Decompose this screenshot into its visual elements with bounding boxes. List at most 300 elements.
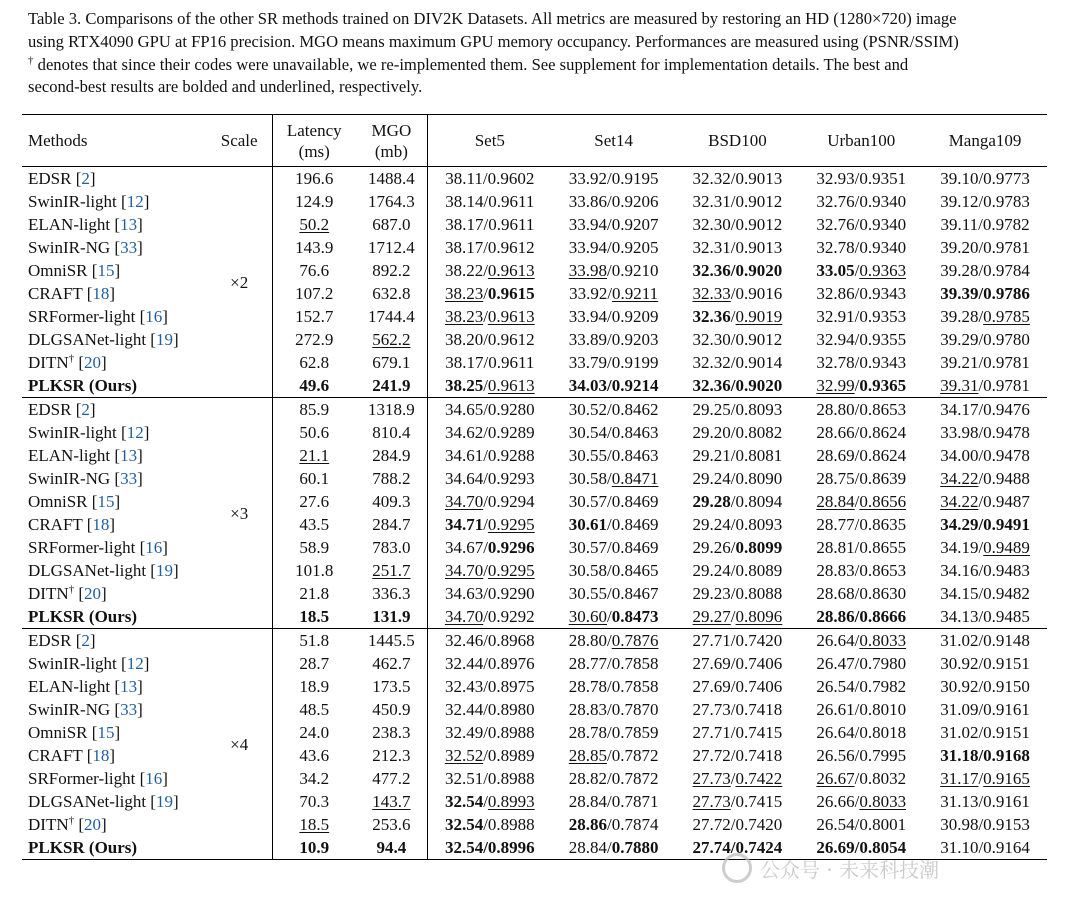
psnr-value: 28.85 xyxy=(568,746,607,765)
table-row xyxy=(22,813,1047,836)
psnr-value: 28.66 xyxy=(816,423,855,442)
method-name: SwinIR-NG xyxy=(28,238,111,257)
latency-cell xyxy=(272,305,356,328)
citation-link[interactable]: 19 xyxy=(155,330,173,349)
metric-cell xyxy=(552,351,676,374)
metric-cell xyxy=(676,167,800,191)
psnr-value: 31.17 xyxy=(940,769,979,788)
psnr-value: 28.80 xyxy=(816,400,855,419)
metric-separator: / xyxy=(730,423,736,442)
metric-separator: / xyxy=(730,353,736,372)
metric-separator: / xyxy=(607,192,612,211)
metric-cell xyxy=(923,236,1047,259)
metric-cell xyxy=(427,744,551,767)
metric-cell xyxy=(552,629,676,653)
metric-cell xyxy=(799,490,923,513)
psnr-value: 30.52 xyxy=(568,400,607,419)
mgo-cell xyxy=(356,398,428,422)
ssim-value: 0.9013 xyxy=(735,238,783,257)
citation-link[interactable]: 12 xyxy=(126,192,144,211)
psnr-value: 32.78 xyxy=(816,238,855,257)
ssim-value: 0.8463 xyxy=(611,446,659,465)
method-name: OmniSR xyxy=(28,723,88,742)
psnr-value: 32.93 xyxy=(816,169,855,188)
mgo-cell xyxy=(356,767,428,790)
latency-cell xyxy=(272,236,356,259)
method-name: CRAFT xyxy=(28,515,83,534)
header-methods: Methods xyxy=(22,115,207,167)
metric-cell xyxy=(676,444,800,467)
metric-separator: / xyxy=(483,515,488,534)
metric-separator: / xyxy=(483,330,488,349)
mgo-value: 562.2 xyxy=(372,330,411,349)
ssim-value: 0.8018 xyxy=(859,723,907,742)
metric-cell xyxy=(676,236,800,259)
metric-separator: / xyxy=(978,607,984,626)
metric-separator: / xyxy=(607,469,612,488)
psnr-value: 28.75 xyxy=(816,469,855,488)
method-name: DITN xyxy=(28,815,69,834)
ssim-value: 0.9478 xyxy=(983,446,1030,465)
metric-cell xyxy=(427,444,551,467)
metric-cell xyxy=(427,328,551,351)
psnr-value: 33.86 xyxy=(568,192,607,211)
method-name-cell xyxy=(22,490,207,513)
metric-cell xyxy=(923,444,1047,467)
metric-cell xyxy=(799,721,923,744)
metric-cell xyxy=(552,490,676,513)
psnr-value: 32.36 xyxy=(692,261,731,280)
psnr-value: 33.89 xyxy=(568,330,607,349)
metric-separator: / xyxy=(978,169,984,188)
method-name-cell xyxy=(22,698,207,721)
metric-separator: / xyxy=(978,561,984,580)
psnr-value: 28.78 xyxy=(568,677,607,696)
citation-bracket-open: [ xyxy=(114,677,121,696)
mgo-value: 450.9 xyxy=(372,700,411,719)
psnr-value: 30.92 xyxy=(940,677,979,696)
citation-link[interactable]: 20 xyxy=(84,353,102,372)
citation-bracket-close: ] xyxy=(137,677,143,696)
ssim-value: 0.8093 xyxy=(735,400,783,419)
citation-link[interactable]: 13 xyxy=(120,446,138,465)
metric-separator: / xyxy=(978,769,984,788)
ssim-value: 0.9487 xyxy=(983,492,1030,511)
metric-separator: / xyxy=(978,400,984,419)
table-row xyxy=(22,213,1047,236)
ssim-value: 0.8054 xyxy=(859,838,907,857)
ssim-value: 0.9351 xyxy=(859,169,907,188)
ssim-value: 0.8635 xyxy=(859,515,907,534)
metric-cell xyxy=(552,721,676,744)
citation-link[interactable]: 19 xyxy=(155,561,173,580)
metric-separator: / xyxy=(854,584,860,603)
mgo-value: 1445.5 xyxy=(368,631,415,650)
citation-link[interactable]: 19 xyxy=(155,792,173,811)
mgo-cell xyxy=(356,167,428,191)
psnr-value: 31.02 xyxy=(940,631,979,650)
ssim-value: 0.8082 xyxy=(735,423,783,442)
ssim-value: 0.8010 xyxy=(859,700,907,719)
metric-separator: / xyxy=(483,607,488,626)
table-row xyxy=(22,328,1047,351)
metric-separator: / xyxy=(607,307,612,326)
citation-link[interactable]: 15 xyxy=(97,723,115,742)
metric-cell xyxy=(427,467,551,490)
latency-value: 18.5 xyxy=(299,815,330,834)
citation-link[interactable]: 2 xyxy=(81,631,90,650)
psnr-value: 34.64 xyxy=(444,469,484,488)
citation-link[interactable]: 16 xyxy=(145,307,163,326)
metric-cell xyxy=(799,536,923,559)
psnr-value: 27.74 xyxy=(692,838,731,857)
ssim-value: 0.9476 xyxy=(983,400,1030,419)
metric-cell xyxy=(799,351,923,374)
citation-link[interactable]: 33 xyxy=(120,700,138,719)
metric-cell xyxy=(799,513,923,536)
mgo-value: 1712.4 xyxy=(368,238,415,257)
ssim-value: 0.7982 xyxy=(859,677,907,696)
metric-cell xyxy=(923,398,1047,422)
citation-link[interactable]: 18 xyxy=(92,284,110,303)
watermark-text: 公众号 · 未来科技潮 xyxy=(760,857,940,882)
citation-link[interactable]: 20 xyxy=(84,584,102,603)
citation-bracket-close: ] xyxy=(109,284,116,303)
mgo-cell xyxy=(356,698,428,721)
mgo-cell xyxy=(356,513,428,536)
psnr-value: 31.18 xyxy=(940,746,979,765)
citation-bracket-open: [ xyxy=(86,515,93,534)
metric-separator: / xyxy=(483,261,488,280)
metric-cell xyxy=(799,398,923,422)
ssim-value: 0.8624 xyxy=(859,423,907,442)
table-row xyxy=(22,236,1047,259)
citation-bracket-close: ] xyxy=(89,169,96,188)
ssim-value: 0.9491 xyxy=(983,515,1030,534)
psnr-value: 28.77 xyxy=(568,654,607,673)
psnr-value: 29.24 xyxy=(692,469,731,488)
method-name: EDSR xyxy=(28,400,72,419)
metric-separator: / xyxy=(730,469,736,488)
metric-cell xyxy=(427,490,551,513)
ssim-value: 0.9783 xyxy=(983,192,1030,211)
metric-separator: / xyxy=(483,284,488,303)
metric-cell xyxy=(676,513,800,536)
psnr-value: 28.86 xyxy=(816,607,855,626)
mgo-value: 212.3 xyxy=(372,746,411,765)
citation-link[interactable]: 13 xyxy=(120,215,138,234)
psnr-value: 33.94 xyxy=(568,238,607,257)
ssim-value: 0.9781 xyxy=(983,353,1030,372)
metric-cell xyxy=(799,282,923,305)
method-name-cell xyxy=(22,259,207,282)
psnr-value: 32.76 xyxy=(816,215,855,234)
scale-cell: ×3 xyxy=(207,398,272,629)
mgo-value: 173.5 xyxy=(372,677,411,696)
metric-cell xyxy=(676,836,800,860)
citation-bracket-open: [ xyxy=(86,284,93,303)
psnr-value: 38.22 xyxy=(444,261,484,280)
metric-separator: / xyxy=(482,169,488,188)
metric-separator: / xyxy=(730,792,736,811)
metric-separator: / xyxy=(607,838,612,857)
metric-separator: / xyxy=(978,584,984,603)
metric-separator: / xyxy=(483,307,488,326)
citation-link[interactable]: 15 xyxy=(97,261,115,280)
metric-separator: / xyxy=(607,238,612,257)
citation-bracket-close: ] xyxy=(137,238,143,257)
psnr-value: 38.20 xyxy=(444,330,484,349)
citation-link[interactable]: 16 xyxy=(145,538,163,557)
ssim-value: 0.8088 xyxy=(735,584,783,603)
citation-link[interactable]: 20 xyxy=(84,815,102,834)
latency-cell xyxy=(272,328,356,351)
mgo-cell xyxy=(356,351,428,374)
metric-separator: / xyxy=(978,838,984,857)
table-row xyxy=(22,836,1047,860)
metric-cell xyxy=(923,790,1047,813)
latency-value: 21.8 xyxy=(299,584,330,603)
metric-separator: / xyxy=(607,700,612,719)
citation-link[interactable]: 33 xyxy=(120,238,138,257)
ssim-value: 0.8469 xyxy=(611,492,659,511)
metric-cell xyxy=(799,698,923,721)
mgo-value: 284.7 xyxy=(372,515,411,534)
ssim-value: 0.8988 xyxy=(487,769,535,788)
ssim-value: 0.8090 xyxy=(735,469,783,488)
ssim-value: 0.8653 xyxy=(859,400,907,419)
metric-separator: / xyxy=(607,815,612,834)
table-row xyxy=(22,490,1047,513)
ssim-value: 0.9148 xyxy=(983,631,1030,650)
metric-separator: / xyxy=(730,330,736,349)
metric-cell xyxy=(552,444,676,467)
psnr-value: 34.63 xyxy=(444,584,484,603)
psnr-value: 28.80 xyxy=(568,631,607,650)
citation-link[interactable]: 18 xyxy=(92,746,110,765)
metric-separator: / xyxy=(483,769,488,788)
latency-value: 70.3 xyxy=(299,792,330,811)
citation-bracket-open: [ xyxy=(114,446,121,465)
method-name-cell xyxy=(22,305,207,328)
metric-cell xyxy=(923,744,1047,767)
method-name-cell xyxy=(22,444,207,467)
psnr-value: 28.84 xyxy=(568,792,607,811)
method-name: ELAN-light xyxy=(28,677,111,696)
ssim-value: 0.9280 xyxy=(487,400,535,419)
metric-separator: / xyxy=(607,561,612,580)
ssim-value: 0.9214 xyxy=(611,376,659,395)
metric-separator: / xyxy=(854,538,860,557)
metric-separator: / xyxy=(483,746,488,765)
method-name: SRFormer-light xyxy=(28,769,136,788)
table-row xyxy=(22,744,1047,767)
mgo-value: 679.1 xyxy=(372,353,411,372)
metric-separator: / xyxy=(730,192,736,211)
psnr-value: 38.11 xyxy=(445,169,483,188)
citation-link[interactable]: 2 xyxy=(81,400,90,419)
metric-cell xyxy=(799,559,923,582)
psnr-value: 34.65 xyxy=(444,400,484,419)
method-name-cell xyxy=(22,582,207,605)
metric-cell xyxy=(552,559,676,582)
metric-cell xyxy=(923,213,1047,236)
citation-link[interactable]: 33 xyxy=(120,469,138,488)
ssim-value: 0.9019 xyxy=(735,307,783,326)
psnr-value: 29.24 xyxy=(692,561,731,580)
psnr-value: 33.98 xyxy=(568,261,607,280)
metric-cell xyxy=(923,513,1047,536)
metric-separator: / xyxy=(483,538,488,557)
metric-cell xyxy=(676,629,800,653)
metric-cell xyxy=(427,282,551,305)
citation-link[interactable]: 2 xyxy=(81,169,90,188)
metric-cell xyxy=(799,421,923,444)
mgo-cell xyxy=(356,328,428,351)
latency-cell xyxy=(272,444,356,467)
latency-cell xyxy=(272,582,356,605)
psnr-value: 32.49 xyxy=(444,723,484,742)
ssim-value: 0.9012 xyxy=(735,330,783,349)
table-row xyxy=(22,421,1047,444)
ssim-value: 0.7406 xyxy=(735,654,783,673)
metric-separator: / xyxy=(483,376,488,395)
metric-cell xyxy=(552,582,676,605)
psnr-value: 39.10 xyxy=(940,169,979,188)
ssim-value: 0.8096 xyxy=(735,607,783,626)
psnr-value: 38.25 xyxy=(444,376,484,395)
latency-value: 76.6 xyxy=(299,261,330,280)
metric-cell xyxy=(427,259,551,282)
method-name: OmniSR xyxy=(28,261,88,280)
psnr-value: 32.30 xyxy=(692,215,731,234)
latency-cell xyxy=(272,421,356,444)
metric-cell xyxy=(552,605,676,629)
psnr-value: 27.69 xyxy=(692,677,731,696)
metric-cell xyxy=(923,652,1047,675)
psnr-value: 32.32 xyxy=(692,353,731,372)
citation-link[interactable]: 12 xyxy=(126,654,144,673)
dagger-symbol: † xyxy=(68,583,75,596)
metric-separator: / xyxy=(854,700,860,719)
mgo-value: 788.2 xyxy=(372,469,411,488)
metric-cell xyxy=(676,582,800,605)
method-name: DITN xyxy=(28,584,69,603)
latency-cell xyxy=(272,351,356,374)
psnr-value: 34.19 xyxy=(940,538,979,557)
citation-link[interactable]: 18 xyxy=(92,515,110,534)
metric-cell xyxy=(799,167,923,191)
psnr-value: 34.70 xyxy=(444,492,484,511)
metric-separator: / xyxy=(854,815,860,834)
citation-bracket-open: [ xyxy=(78,353,85,372)
header-row xyxy=(22,115,1047,167)
latency-cell xyxy=(272,721,356,744)
metric-separator: / xyxy=(483,446,488,465)
psnr-value: 32.99 xyxy=(816,376,855,395)
metric-separator: / xyxy=(978,215,983,234)
citation-link[interactable]: 15 xyxy=(97,492,115,511)
metric-separator: / xyxy=(854,515,860,534)
ssim-value: 0.8968 xyxy=(487,631,535,650)
metric-cell xyxy=(552,813,676,836)
metric-separator: / xyxy=(607,607,612,626)
metric-cell xyxy=(552,698,676,721)
ssim-value: 0.9363 xyxy=(859,261,907,280)
psnr-value: 32.94 xyxy=(816,330,855,349)
citation-link[interactable]: 12 xyxy=(126,423,144,442)
metric-separator: / xyxy=(483,584,488,603)
header-manga109: Manga109 xyxy=(923,115,1047,167)
latency-value: 143.9 xyxy=(295,238,334,257)
metric-cell xyxy=(552,767,676,790)
metric-separator: / xyxy=(607,769,612,788)
metric-cell xyxy=(799,190,923,213)
method-name-cell xyxy=(22,213,207,236)
metric-cell xyxy=(427,721,551,744)
psnr-value: 32.51 xyxy=(444,769,484,788)
metric-separator: / xyxy=(854,631,860,650)
ssim-value: 0.9343 xyxy=(859,353,907,372)
metric-separator: / xyxy=(854,792,860,811)
metric-cell xyxy=(427,305,551,328)
mgo-cell xyxy=(356,374,428,398)
metric-cell xyxy=(676,398,800,422)
ssim-value: 0.9150 xyxy=(983,677,1030,696)
table-row xyxy=(22,559,1047,582)
mgo-cell xyxy=(356,421,428,444)
mgo-cell xyxy=(356,559,428,582)
psnr-value: 26.67 xyxy=(816,769,855,788)
metric-cell xyxy=(676,328,800,351)
ssim-value: 0.8655 xyxy=(859,538,907,557)
method-name: DLGSANet-light xyxy=(28,792,147,811)
method-name: EDSR xyxy=(28,631,72,650)
psnr-value: 38.23 xyxy=(444,284,484,303)
ssim-value: 0.8469 xyxy=(611,538,659,557)
metric-separator: / xyxy=(607,376,612,395)
metric-cell xyxy=(427,536,551,559)
metric-cell xyxy=(923,259,1047,282)
metric-separator: / xyxy=(978,700,984,719)
method-name: SwinIR-NG xyxy=(28,469,111,488)
metric-cell xyxy=(427,767,551,790)
metric-cell xyxy=(923,698,1047,721)
citation-link[interactable]: 13 xyxy=(120,677,138,696)
citation-link[interactable]: 16 xyxy=(145,769,163,788)
metric-cell xyxy=(799,629,923,653)
psnr-value: 34.00 xyxy=(940,446,979,465)
citation-bracket-open: [ xyxy=(121,654,127,673)
method-name: PLKSR (Ours) xyxy=(28,376,138,395)
metric-cell xyxy=(676,374,800,398)
ssim-value: 0.9612 xyxy=(487,238,535,257)
table-row xyxy=(22,790,1047,813)
metric-cell xyxy=(676,305,800,328)
method-name: DLGSANet-light xyxy=(28,561,147,580)
table-row xyxy=(22,305,1047,328)
table-row xyxy=(22,698,1047,721)
ssim-value: 0.8462 xyxy=(611,400,659,419)
psnr-value: 38.23 xyxy=(444,307,484,326)
latency-cell xyxy=(272,213,356,236)
metric-separator: / xyxy=(483,469,488,488)
ssim-value: 0.8993 xyxy=(487,792,535,811)
metric-cell xyxy=(676,490,800,513)
metric-cell xyxy=(923,536,1047,559)
citation-bracket-close: ] xyxy=(162,538,168,557)
ssim-value: 0.7406 xyxy=(735,677,783,696)
